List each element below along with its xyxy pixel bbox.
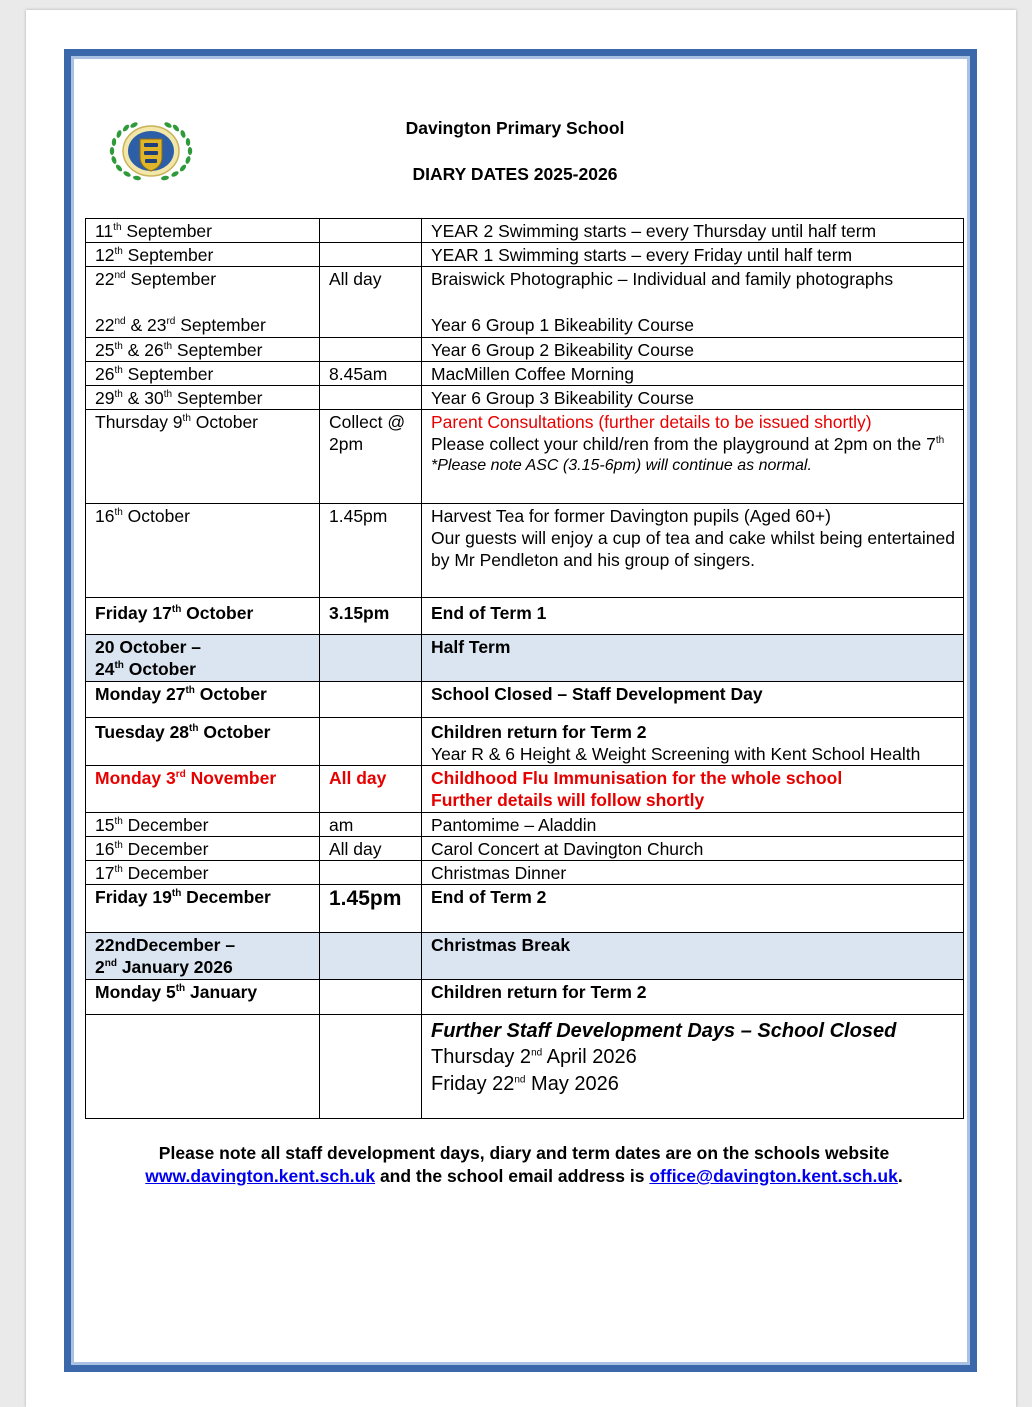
date-text: 26th September xyxy=(95,364,214,384)
event-text: Year 6 Group 2 Bikeability Course xyxy=(431,340,694,360)
date-text: Thursday 9th October xyxy=(95,412,259,432)
date-cell xyxy=(86,837,320,861)
event-cell xyxy=(422,219,964,243)
event-cell xyxy=(422,362,964,386)
event-text: YEAR 2 Swimming starts – every Thursday until half term xyxy=(431,221,877,241)
table-row xyxy=(86,338,964,362)
time-cell xyxy=(320,243,422,267)
date-text: 2nd January 2026 xyxy=(95,957,233,977)
date-text: Monday 5th January xyxy=(95,982,258,1002)
time-cell xyxy=(320,635,422,682)
event-cell xyxy=(422,598,964,635)
event-text: Pantomime – Aladdin xyxy=(431,815,597,835)
date-cell xyxy=(86,766,320,813)
table-row xyxy=(86,766,964,813)
date-cell xyxy=(86,243,320,267)
table-row xyxy=(86,1015,964,1119)
event-text: Carol Concert at Davington Church xyxy=(431,839,704,859)
date-text: Friday 19th December xyxy=(95,887,271,907)
time-cell xyxy=(320,598,422,635)
event-text: Thursday 2nd April 2026 xyxy=(431,1046,637,1068)
date-cell xyxy=(86,682,320,718)
table-row xyxy=(86,504,964,598)
date-cell xyxy=(86,1015,320,1119)
time-cell xyxy=(320,813,422,837)
time-cell xyxy=(320,980,422,1015)
event-text: Year 6 Group 3 Bikeability Course xyxy=(431,388,694,408)
date-cell xyxy=(86,598,320,635)
event-text: End of Term 2 xyxy=(431,887,547,907)
date-text: 22ndDecember – xyxy=(95,935,236,955)
event-cell xyxy=(422,885,964,933)
table-row xyxy=(86,813,964,837)
date-cell xyxy=(86,885,320,933)
date-text: Tuesday 28th October xyxy=(95,722,271,742)
table-row xyxy=(86,386,964,410)
time-cell xyxy=(320,504,422,598)
table-row xyxy=(86,837,964,861)
footer-text: . xyxy=(897,1166,903,1186)
website-link[interactable]: www.davington.kent.sch.uk xyxy=(145,1166,376,1186)
table-row xyxy=(86,980,964,1015)
table-row xyxy=(86,598,964,635)
footer-text: and the school email address is xyxy=(375,1166,650,1186)
school-name: Davington Primary School xyxy=(405,118,625,138)
date-cell xyxy=(86,386,320,410)
time-cell xyxy=(320,1015,422,1119)
event-cell xyxy=(422,813,964,837)
time-text: 1.45pm xyxy=(329,506,388,526)
event-cell xyxy=(422,410,964,504)
event-cell xyxy=(422,635,964,682)
time-cell xyxy=(320,861,422,885)
event-cell xyxy=(422,267,964,338)
event-cell xyxy=(422,386,964,410)
event-text: Parent Consultations (further details to be issued shortly) xyxy=(431,412,872,432)
date-text: 16th October xyxy=(95,506,190,526)
event-cell xyxy=(422,338,964,362)
date-text: 12th September xyxy=(95,245,214,265)
table-row xyxy=(86,718,964,766)
event-cell xyxy=(422,243,964,267)
date-cell xyxy=(86,504,320,598)
date-text: 24th October xyxy=(95,659,196,679)
event-text: Children return for Term 2 xyxy=(431,722,647,742)
time-cell xyxy=(320,338,422,362)
time-cell xyxy=(320,885,422,933)
time-cell xyxy=(320,410,422,504)
event-text: Our guests will enjoy a cup of tea and cake whilst being entertained by Mr Pendleton and his group of singers. xyxy=(431,528,955,570)
date-cell xyxy=(86,861,320,885)
event-text: Childhood Flu Immunisation for the whole school xyxy=(431,768,843,788)
table-row xyxy=(86,243,964,267)
event-cell xyxy=(422,837,964,861)
date-text: Monday 3rd November xyxy=(95,768,277,788)
event-text: Children return for Term 2 xyxy=(431,982,647,1002)
date-text: 16th December xyxy=(95,839,209,859)
time-cell xyxy=(320,718,422,766)
event-text: Friday 22nd May 2026 xyxy=(431,1073,619,1095)
time-cell xyxy=(320,362,422,386)
event-text: Please collect your child/ren from the playground at 2pm on the 7th xyxy=(431,434,945,454)
table-row xyxy=(86,219,964,243)
event-text: Year R & 6 Height & Weight Screening with Kent School Health xyxy=(431,744,921,764)
date-text: 22nd & 23rd September xyxy=(95,315,266,335)
table-row xyxy=(86,362,964,386)
event-cell xyxy=(422,1015,964,1119)
time-text: All day xyxy=(329,269,382,289)
date-cell xyxy=(86,980,320,1015)
date-text: 11th September xyxy=(95,221,212,241)
date-cell xyxy=(86,813,320,837)
time-text: am xyxy=(329,815,354,835)
document-title: DIARY DATES 2025-2026 xyxy=(412,164,618,184)
event-cell xyxy=(422,980,964,1015)
time-text: 3.15pm xyxy=(329,603,390,623)
date-cell xyxy=(86,410,320,504)
table-row xyxy=(86,267,964,338)
date-cell xyxy=(86,718,320,766)
table-row xyxy=(86,861,964,885)
time-cell xyxy=(320,267,422,338)
event-text: Harvest Tea for former Davington pupils (Aged 60+) xyxy=(431,506,831,526)
date-text: 25th & 26th September xyxy=(95,340,263,360)
date-cell xyxy=(86,338,320,362)
date-text: 20 October – xyxy=(95,637,202,657)
footer-text: Please note all staff development days, diary and term dates are on the schools website xyxy=(158,1143,890,1163)
time-text: 8.45am xyxy=(329,364,388,384)
time-cell xyxy=(320,766,422,813)
date-text: 15th December xyxy=(95,815,209,835)
event-text: Further Staff Development Days – School Closed xyxy=(431,1020,897,1042)
date-text: 17th December xyxy=(95,863,209,883)
event-text: Further details will follow shortly xyxy=(431,790,705,810)
footer-note xyxy=(85,1142,963,1188)
event-cell xyxy=(422,933,964,980)
event-text: YEAR 1 Swimming starts – every Friday until half term xyxy=(431,245,853,265)
event-note: *Please note ASC (3.15-6pm) will continue as normal. xyxy=(431,457,812,474)
event-cell xyxy=(422,861,964,885)
event-text: Year 6 Group 1 Bikeability Course xyxy=(431,315,694,335)
event-text: School Closed – Staff Development Day xyxy=(431,684,763,704)
date-text: Friday 17th October xyxy=(95,603,254,623)
date-cell xyxy=(86,219,320,243)
table-row xyxy=(86,933,964,980)
date-cell xyxy=(86,267,320,338)
date-cell xyxy=(86,362,320,386)
table-row xyxy=(86,410,964,504)
time-cell xyxy=(320,933,422,980)
event-cell xyxy=(422,504,964,598)
email-link[interactable]: office@davington.kent.sch.uk xyxy=(649,1166,898,1186)
table-row xyxy=(86,682,964,718)
event-text: Christmas Dinner xyxy=(431,863,567,883)
time-cell xyxy=(320,219,422,243)
school-crest-logo xyxy=(104,117,198,185)
event-text: Half Term xyxy=(431,637,511,657)
table-row xyxy=(86,885,964,933)
date-cell xyxy=(86,933,320,980)
time-text: All day xyxy=(329,839,382,859)
event-cell xyxy=(422,718,964,766)
date-cell xyxy=(86,635,320,682)
event-text: Christmas Break xyxy=(431,935,571,955)
time-cell xyxy=(320,837,422,861)
date-text: 22nd September xyxy=(95,269,217,289)
event-text: Braiswick Photographic – Individual and family photographs xyxy=(431,269,894,289)
table-row xyxy=(86,635,964,682)
time-cell xyxy=(320,682,422,718)
date-text: Monday 27th October xyxy=(95,684,267,704)
event-text: End of Term 1 xyxy=(431,603,547,623)
diary-dates-table xyxy=(85,218,964,1119)
event-cell xyxy=(422,766,964,813)
event-text: MacMillen Coffee Morning xyxy=(431,364,634,384)
event-cell xyxy=(422,682,964,718)
time-text: All day xyxy=(329,768,387,788)
time-text: 1.45pm xyxy=(329,887,402,910)
time-text: Collect @ 2pm xyxy=(329,412,406,454)
date-text: 29th & 30th September xyxy=(95,388,263,408)
time-cell xyxy=(320,386,422,410)
